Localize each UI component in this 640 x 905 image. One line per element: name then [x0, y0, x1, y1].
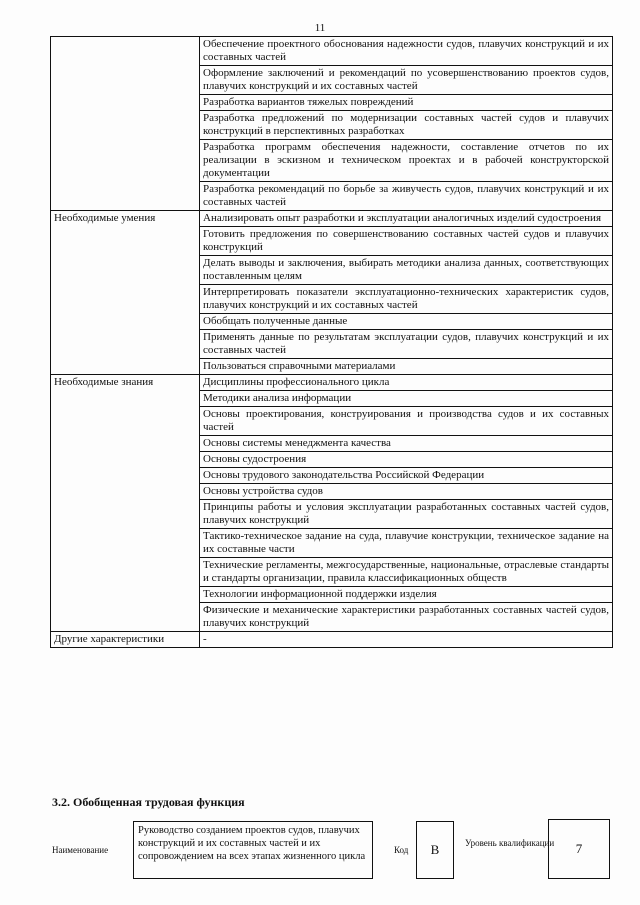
table-cell: Дисциплины профессионального цикла [200, 375, 613, 391]
table-cell: Применять данные по результатам эксплуатации судов, плавучих конструкций и их составных частей [200, 330, 613, 359]
table-cell: Оформление заключений и рекомендаций по усовершенствованию проектов судов, плавучих конструкций и их составных частей [200, 66, 613, 95]
table-cell: Делать выводы и заключения, выбирать методики анализа данных, соответствующих поставленным целям [200, 256, 613, 285]
name-value: Руководство созданием проектов судов, плавучих конструкций и их составных частей и их сопровождением на всех этапах жизненного цикла [133, 821, 373, 879]
name-label: Наименование [52, 845, 109, 855]
table-cell: Пользоваться справочными материалами [200, 359, 613, 375]
table-cell: Разработка предложений по модернизации составных частей судов и плавучих конструкций в перспективных разработках [200, 111, 613, 140]
row-group-label [51, 37, 200, 211]
row-group-label: Необходимые знания [51, 375, 200, 632]
table-cell: Интерпретировать показатели эксплуатационно-технических характеристик судов, плавучих конструкций и их составных частей [200, 285, 613, 314]
code-value: B [416, 821, 454, 879]
table-row [51, 375, 613, 391]
table-row [51, 632, 613, 648]
code-label: Код [394, 845, 409, 855]
table-cell: Основы трудового законодательства Российской Федерации [200, 468, 613, 484]
row-group-label: Необходимые умения [51, 211, 200, 375]
section-heading: 3.2. Обобщенная трудовая функция [52, 795, 245, 809]
row-group-label: Другие характеристики [51, 632, 200, 648]
table-cell: Физические и механические характеристики разработанных составных частей судов, плавучих конструкций [200, 603, 613, 632]
competency-table-body [51, 37, 613, 648]
qualification-level-label: Уровень квалификации [465, 838, 555, 848]
table-cell: Тактико-техническое задание на суда, плавучие конструкции, техническое задание на их составные части [200, 529, 613, 558]
page-number: 11 [314, 22, 326, 34]
table-cell: Основы проектирования, конструирования и производства судов и их составных частей [200, 407, 613, 436]
competency-table [50, 36, 613, 648]
table-cell: Основы судостроения [200, 452, 613, 468]
table-cell: Обеспечение проектного обоснования надежности судов, плавучих конструкций и их составных частей [200, 37, 613, 66]
table-cell: Разработка вариантов тяжелых повреждений [200, 95, 613, 111]
table-cell: - [200, 632, 613, 648]
table-cell: Основы устройства судов [200, 484, 613, 500]
table-cell: Готовить предложения по совершенствованию составных частей судов и плавучих конструкций [200, 227, 613, 256]
table-cell: Разработка программ обеспечения надежности, составление отчетов по их реализации в эскизном и техническом проектах и в рабочей конструкторской документации [200, 140, 613, 182]
table-cell: Основы системы менеджмента качества [200, 436, 613, 452]
table-cell: Методики анализа информации [200, 391, 613, 407]
table-row [51, 37, 613, 66]
table-cell: Принципы работы и условия эксплуатации разработанных составных частей судов, плавучих конструкций [200, 500, 613, 529]
table-cell: Технологии информационной поддержки изделия [200, 587, 613, 603]
qualification-level-value: 7 [548, 819, 610, 879]
table-cell: Анализировать опыт разработки и эксплуатации аналогичных изделий судостроения [200, 211, 613, 227]
table-row [51, 211, 613, 227]
table-cell: Разработка рекомендаций по борьбе за живучесть судов, плавучих конструкций и их составных частей [200, 182, 613, 211]
table-cell: Технические регламенты, межгосударственные, национальные, отраслевые стандарты и стандарты организации, правила классификационных обществ [200, 558, 613, 587]
table-cell: Обобщать полученные данные [200, 314, 613, 330]
